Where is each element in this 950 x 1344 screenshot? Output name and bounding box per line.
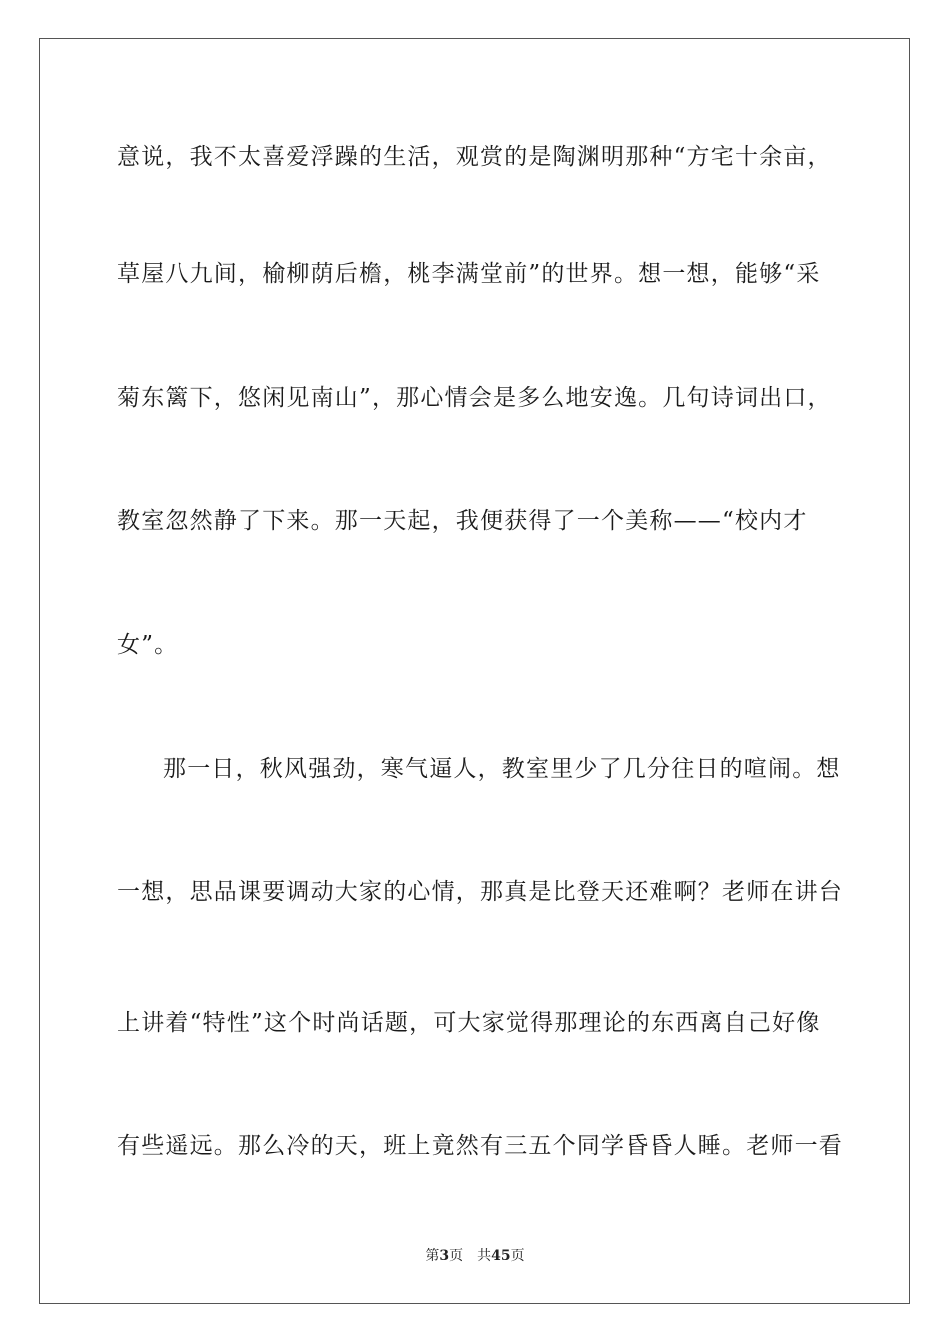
total-prefix: 共 (477, 1248, 492, 1264)
page-footer (0, 1246, 950, 1266)
total-pages: 45 (491, 1248, 511, 1264)
paragraph-line-2: 草屋八九间，榆柳荫后檐，桃李满堂前”的世界。想一想，能够“采 (117, 261, 821, 287)
paragraph-line-1: 意说，我不太喜爱浮躁的生活，观赏的是陶渊明那种“方宅十余亩， (117, 144, 832, 170)
paragraph-line-7: 一想，思品课要调动大家的心情，那真是比登天还难啊？老师在讲台 (117, 879, 843, 905)
paragraph-line-3: 菊东篱下，悠闲见南山”，那心情会是多么地安逸。几句诗词出口， (117, 385, 832, 411)
page-prefix: 第 (425, 1248, 440, 1264)
total-suffix: 页 (510, 1248, 525, 1264)
paragraph-line-8: 上讲着“特性”这个时尚话题，可大家觉得那理论的东西离自己好像 (117, 1010, 821, 1036)
paragraph-line-4: 教室忽然静了下来。那一天起，我便获得了一个美称——“校内才 (117, 508, 808, 534)
page-number: 3 (439, 1248, 450, 1264)
paragraph-line-5: 女”。 (117, 632, 179, 658)
page-border (39, 38, 910, 1304)
paragraph-line-9: 有些遥远。那么冷的天，班上竟然有三五个同学昏昏人睡。老师一看 (117, 1133, 843, 1159)
page-suffix: 页 (449, 1248, 464, 1264)
paragraph-line-6: 那一日，秋风强劲，寒气逼人，教室里少了几分往日的喧闹。想 (163, 756, 841, 782)
